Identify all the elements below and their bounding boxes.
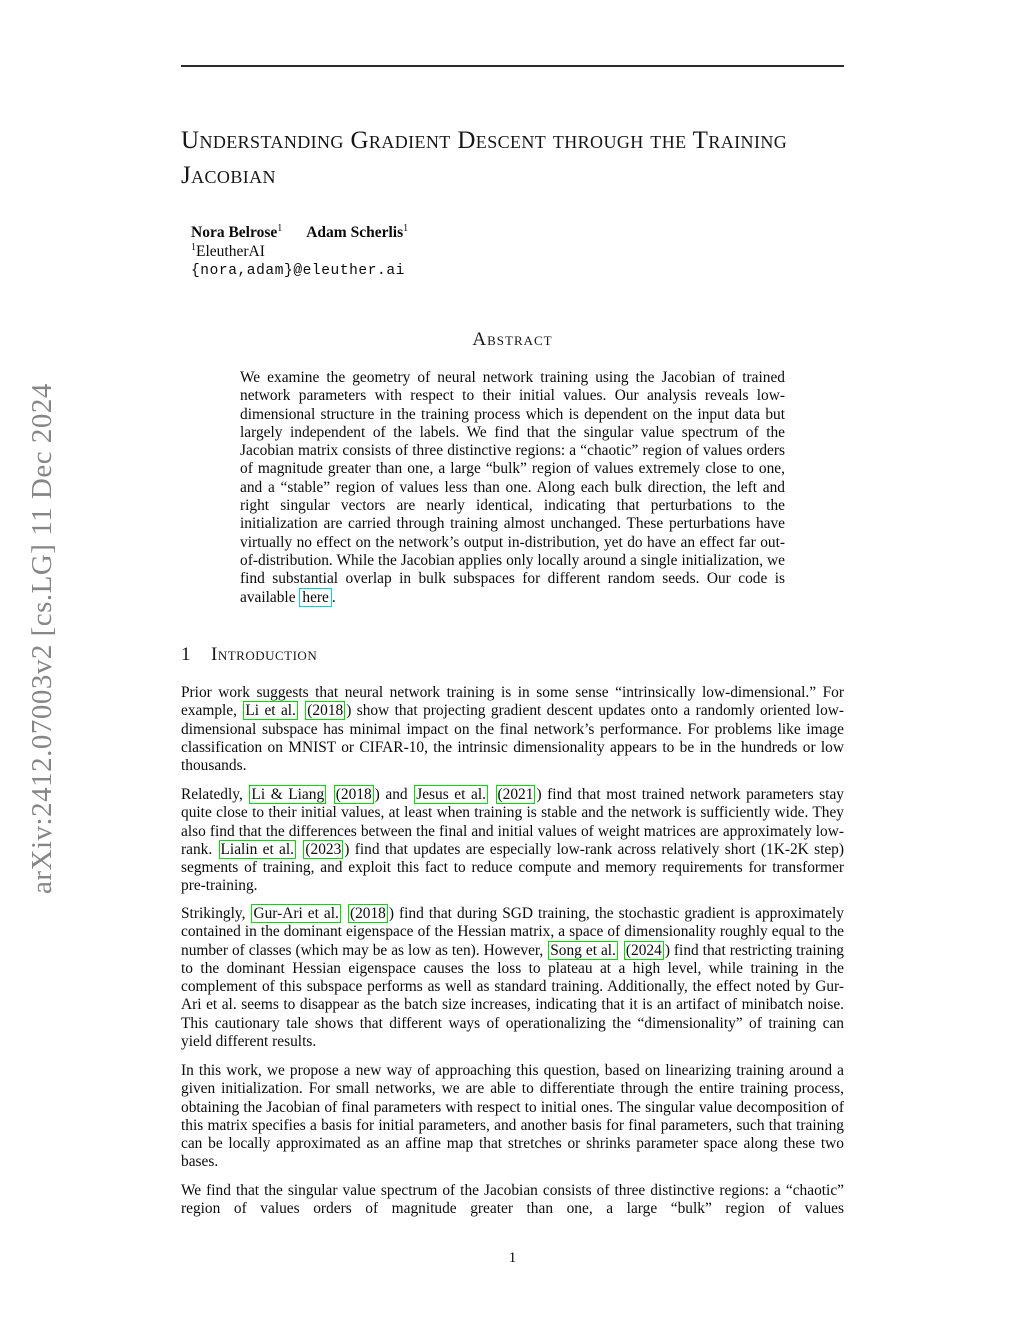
text-run: In this work, we propose a new way of approaching this question, based on linearizing training around a given initialization. For small networks, we are able to differentiate through the entire training process, obtaining the Jacobian of final parameters with respect to initial ones. The singular value decomposition of this matrix specifies a basis for initial parameters, and another basis for final parameters, such that training can be locally approximated as an affine map that stretches or shrinks parameter space along these two bases. [181,1062,844,1171]
abstract-heading: Abstract [472,329,553,350]
text-run: Relatedly, [181,786,249,803]
section-heading-introduction [181,644,317,666]
text-run: We find that the singular value spectrum of the Jacobian consists of three distinctive regions: a “chaotic” region of values orders of magnitude greater than one, a large “bulk” region of values [181,1182,844,1218]
text-run [297,841,302,858]
citation-link[interactable]: Li et al. [245,702,296,720]
author-emails: {nora,adam}@eleuther.ai [191,263,405,279]
section-label: Introduction [211,644,318,665]
text-run: We examine the geometry of neural network training using the Jacobian of trained network parameters with respect to their initial values. Our analysis reveals low-dimensional structure in the training process which is dependent on the input data but largely independent of the labels. We find that the singular value spectrum of the Jacobian matrix consists of three distinctive regions: a “chaotic” region of values orders of magnitude greater than one, a large “bulk” region of values extremely close to one, and a “stable” region of values less than one. Along each bulk direction, the left and right singular vectors are nearly identical, indicating that perturbations to the initialization are carried through training almost unchanged. These perturbations have virtually no effect on the network’s output in-distribution, yet do have an effect far out-of-distribution. While the Jacobian applies only locally around a single initialization, we find substantial overlap in bulk subspaces for different random seeds. Our code is available [240,369,785,606]
text-run: ) find that during SGD training, the stochastic gradient is approximately contained in the dominant eigenspace of the Hessian matrix, a space of dimensionality roughly equal to the number of classes (which may be as low as ten). However, [181,905,845,959]
author-name-2: Adam Scherlis [306,224,404,241]
citation-link[interactable]: (2023 [305,840,342,858]
citation-link[interactable]: Gur-Ari et al. [253,905,339,922]
affiliation-sup: 1 [191,242,196,253]
affiliation-line [191,242,408,261]
author-name-1: Nora Belrose [191,224,278,241]
authors-block [191,223,408,281]
text-run [299,702,304,719]
text-run: ) show that projecting gradient descent updates onto a randomly oriented low-dimensional subspace has minimal impact on the final network’s performance. For problems like image classification on MNIST or CIFAR-10, the intrinsic dimensionality appears to be in the hundreds or low thousands. [181,702,844,775]
author-names-line [191,223,408,242]
abstract-text [240,369,785,607]
text-run [619,942,623,959]
citation-link[interactable]: (2021 [497,786,534,803]
text-run: Prior work suggests that neural network training is in some sense “intrinsically low-dimensional.” For example, [181,684,844,720]
text-run: ) find that most trained network parameters stay quite close to their initial values, at least when training is stable and the network is sufficiently wide. They also find that the differences between the final and initial values of weight matrices are approximately low-rank. [181,786,844,858]
intro-paragraph-4 [181,1062,844,1172]
header-rule [181,65,844,67]
text-run: Strikingly, [181,905,251,922]
arxiv-watermark: arXiv:2412.07003v2 [cs.LG] 11 Dec 2024 [26,383,58,895]
citation-link[interactable]: (2018 [335,786,372,803]
citation-link[interactable]: Jesus et al. [416,786,486,803]
citation-link[interactable]: Lialin et al. [220,840,295,858]
section-number: 1 [181,644,191,665]
citation-link[interactable]: (2024 [625,941,662,959]
text-run: ) and [374,786,414,803]
citation-link[interactable]: Li & Liang [251,786,325,803]
author-1-affil-sup: 1 [277,223,283,234]
intro-paragraph-2 [181,786,844,896]
affiliation-name: EleutherAI [196,243,265,260]
text-run [489,786,495,803]
intro-paragraph-5 [181,1182,844,1219]
page-title: Understanding Gradient Descent through the Training Jacobian [181,127,788,189]
citation-link[interactable]: Song et al. [550,941,616,959]
page-number: 1 [508,1250,517,1266]
citation-link[interactable]: (2018 [349,905,386,922]
citation-link[interactable]: (2018 [307,702,344,720]
text-run: ) find that restricting training to the dominant Hessian eigenspace causes the loss to plateau at a high level, while training in the complement of this subspace performs as well as standard training. Additionally, the effect noted by Gur-Ari et al. seems to disappear as the batch size increases, indicating that it is an artifact of minibatch noise. This cautionary tale shows that different ways of operationalizing the “dimensionality” of training can yield different results. [181,941,844,1051]
text-run [327,786,333,803]
author-2-affil-sup: 1 [403,223,409,234]
intro-paragraph-1 [181,684,844,775]
intro-paragraph-3 [181,905,844,1051]
text-run: ) find that updates are especially low-rank across relatively short (1K-2K step) segments of training, and exploit this fact to reduce compute and memory requirements for transformer pre-training. [181,840,845,895]
text-run [342,905,347,922]
text-run: . [331,588,336,606]
external-link[interactable]: here [299,588,331,607]
